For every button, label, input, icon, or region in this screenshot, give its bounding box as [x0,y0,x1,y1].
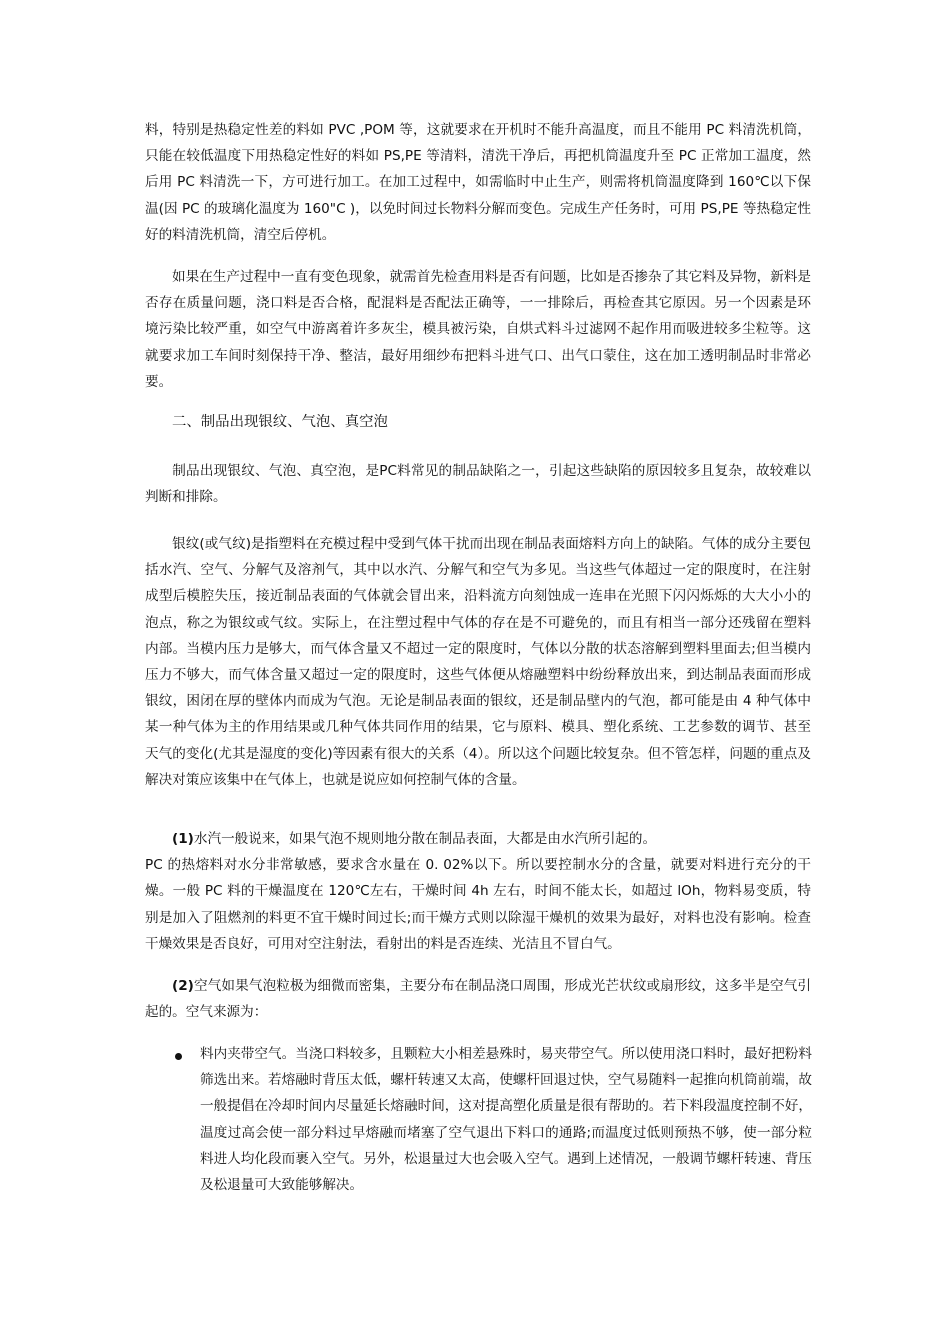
item-number-1: (1) [172,831,194,847]
paragraph-air [145,973,811,1025]
paragraph-water-vapor [145,826,811,957]
paragraph-discoloration [145,264,811,395]
paragraph-defects-intro [145,458,811,510]
paragraph-defects-intro-text: 制品出现银纹、气泡、真空泡，是PC料常见的制品缺陷之一，引起这些缺陷的原因较多且复杂，故较难以判断和排除。 [145,463,811,506]
paragraph-water-vapor-text: 水汽一般说来，如果气泡不规则地分散在制品表面，大都是由水汽所引起的。 [193,831,657,847]
item-number-2: (2) [172,978,194,994]
bullet-dot-icon [175,1053,182,1060]
section-heading: 二、制品出现银纹、气泡、真空泡 [172,414,388,430]
paragraph-pc-cleaning: 料，特别是热稳定性差的料如 PVC ,POM 等，这就要求在开机时不能升高温度，而且不能用 PC 料清洗机筒，只能在较低温度下用热稳定性好的料如 PS,PE 等清料，清洗干净后，再把机筒温度升至 PC 正常加工温度，然后用 PC 料清洗一下，方可进行加工。在加工过程中，如需临时中止生产，则需将机筒温度降到 160℃以下保温(因 PC 的玻璃化温度为 160"C )，以免时间过长物料分解而变色。完成生产任务时，可用 PS,PE 等热稳定性好的料清洗机筒，清空后停机。 [145,122,811,243]
bullet-item-air-entrainment: 料内夹带空气。当浇口料较多，且颗粒大小相差悬殊时，易夹带空气。所以使用浇口料时，最好把粉料筛选出来。若熔融时背压太低，螺杆转速又太高，使螺杆回退过快，空气易随料一起推向机筒前端，故一般提倡在冷却时间内尽量延长熔融时间，这对提高塑化质量是很有帮助的。若下料段温度控制不好，温度过高会使一部分料过早熔融而堵塞了空气退出下料口的通路;而温度过低则预热不够，使一部分粒料进人均化段而裹入空气。另外，松退量过大也会吸入空气。遇到上述情况，一般调节螺杆转速、背压及松退量可大致能够解决。 [200,1046,812,1194]
paragraph-air-text: 空气如果气泡粒极为细微而密集，主要分布在制品浇口周围，形成光芒状纹或扇形纹，这多半是空气引起的。空气来源为： [145,978,811,1021]
paragraph-silver-streaks-text: 银纹(或气纹)是指塑料在充模过程中受到气体干扰而出现在制品表面熔料方向上的缺陷。气体的成分主要包括水汽、空气、分解气及溶剂气，其中以水汽、分解气和空气为多见。当这些气体超过一定的限度时，在注射成型后模腔失压，接近制品表面的气体就会冒出来，沿料流方向刻蚀成一连串在光照下闪闪烁烁的大大小小的泡点，称之为银纹或气纹。实际上，在注塑过程中气体的存在是不可避免的，而且有相当一部分还残留在塑料内部。当模内压力是够大，而气体含量又不超过一定的限度时，气体以分散的状态溶解到塑料里面去;但当模内压力不够大，而气体含量又超过一定的限度时，这些气体便从熔融塑料中纷纷释放出来，到达制品表面而形成银纹，困闭在厚的壁体内而成为气泡。无论是制品表面的银纹，还是制品壁内的气泡，都可能是由 4 种气体中某一种气体为主的作用结果或几种气体共同作用的结果，它与原料、模具、塑化系统、工艺参数的调节、甚至天气的变化(尤其是湿度的变化)等因素有很大的关系（4）。所以这个问题比较复杂。但不管怎样，问题的重点及解决对策应该集中在气体上，也就是说应如何控制气体的含量。 [145,536,811,788]
paragraph-water-vapor-continuation: PC 的热熔料对水分非常敏感，要求含水量在 0. 02%以下。所以要控制水分的含量，就要对料进行充分的干燥。一般 PC 料的干燥温度在 120℃左右，干燥时间 4h 左右，时间不能太长，如超过 lOh，物料易变质，特别是加入了阻燃剂的料更不宜干燥时间过长;而干燥方式则以除湿干燥机的效果为最好，对料也没有影响。检查干燥效果是否良好，可用对空注射法，看射出的料是否连续、光洁且不冒白气。 [145,857,811,952]
paragraph-silver-streaks [145,531,811,793]
paragraph-discoloration-text: 如果在生产过程中一直有变色现象，就需首先检查用料是否有问题，比如是否掺杂了其它料及异物，新料是否存在质量问题，浇口料是否合格，配混料是否配法正确等，一一排除后，再检查其它原因。另一个因素是环境污染比较严重，如空气中游离着许多灰尘，模具被污染，自烘式料斗过滤网不起作用而吸进较多尘粒等。这就要求加工车间时刻保持干净、整洁，最好用细纱布把料斗进气口、出气口蒙住，这在加工透明制品时非常必要。 [145,269,811,390]
